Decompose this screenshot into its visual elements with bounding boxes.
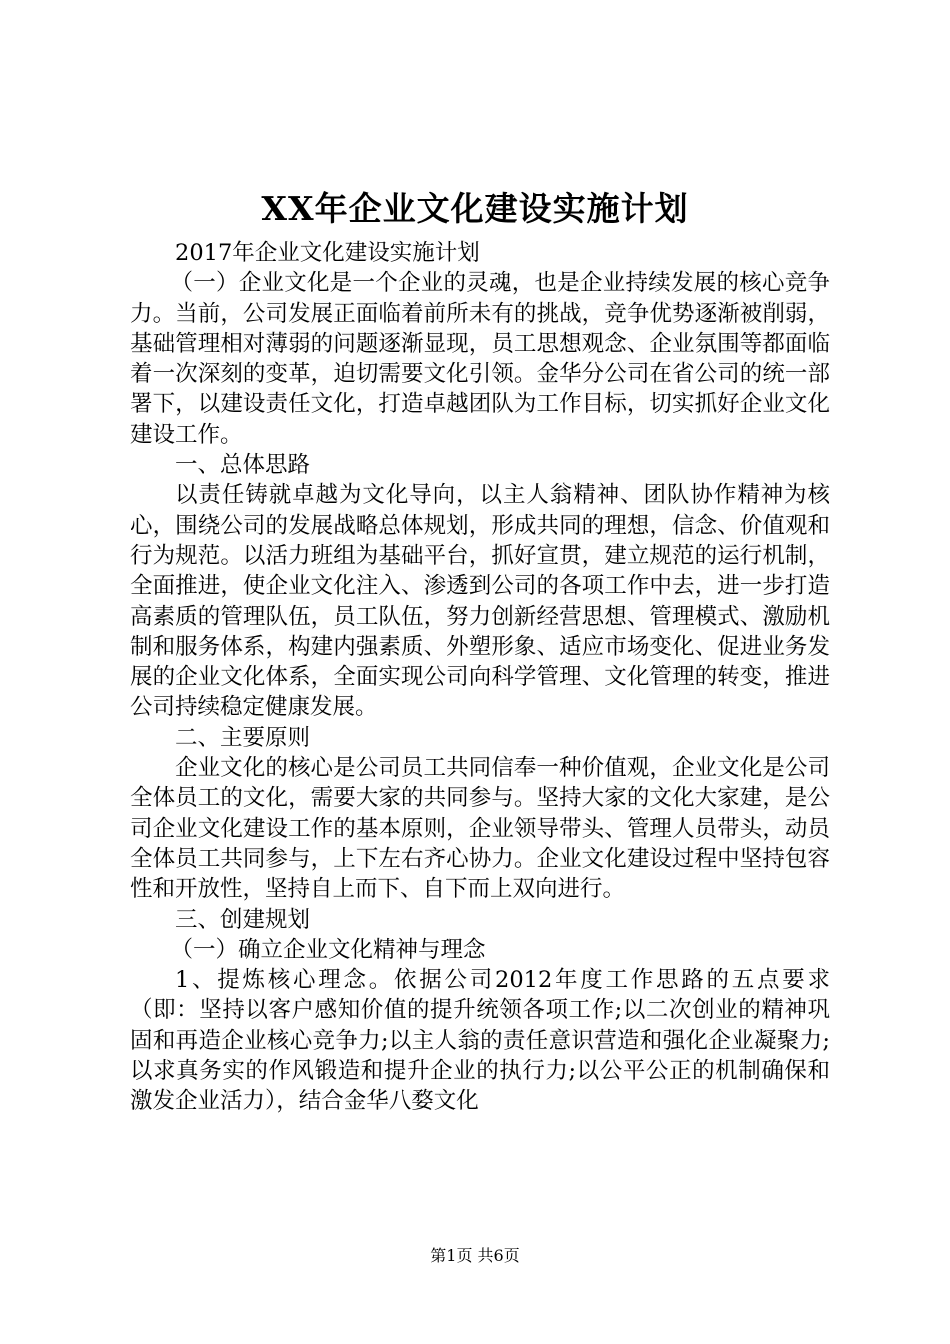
overall-approach-paragraph: 以责任铸就卓越为文化导向，以主人翁精神、团队协作精神为核心，围绕公司的发展战略总体规划，形成共同的理想，信念、价值观和行为规范。以活力班组为基础平台，抓好宣贯，建立规范的运行机制，全面推进，使企业文化注入、渗透到公司的各项工作中去，进一步打造高素质的管理队伍，员工队伍，努力创新经营思想、管理模式、激励机制和服务体系，构建内强素质、外塑形象、适应市场变化、促进业务发展的企业文化体系，全面实现公司向科学管理、文化管理的转变，推进公司持续稳定健康发展。 [130,482,830,721]
page-number-footer: 第1页 共6页 [430,1246,520,1265]
section-heading-overall-approach: 一、总体思路 [175,452,311,479]
subsection-heading-culture-spirit: （一）确立企业文化精神与理念 [170,936,486,963]
document-body [130,238,830,1117]
section-heading-creation-plan: 三、创建规划 [175,906,311,933]
intro-paragraph: （一）企业文化是一个企业的灵魂，也是企业持续发展的核心竞争力。当前，公司发展正面临着前所未有的挑战，竞争优势逐渐被削弱，基础管理相对薄弱的问题逐渐显现，员工思想观念、企业氛围等都面临着一次深刻的变革，迫切需要文化引领。金华分公司在省公司的统一部署下，以建设责任文化，打造卓越团队为工作目标，切实抓好企业文化建设工作。 [130,270,830,448]
document-title: XX年企业文化建设实施计划 [261,189,689,228]
section-heading-main-principles: 二、主要原则 [175,724,311,751]
main-principles-paragraph: 企业文化的核心是公司员工共同信奉一种价值观，企业文化是公司全体员工的文化，需要大家的共同参与。坚持大家的文化大家建，是公司企业文化建设工作的基本原则，企业领导带头、管理人员带头，动员全体员工共同参与，上下左右齐心协力。企业文化建设过程中坚持包容性和开放性，坚持自上而下、自下而上双向进行。 [130,755,830,903]
subtitle-paragraph: 2017年企业文化建设实施计划 [175,240,480,266]
core-concept-paragraph: 1、提炼核心理念。依据公司2012年度工作思路的五点要求（即：坚持以客户感知价值的提升统领各项工作;以二次创业的精神巩固和再造企业核心竞争力;以主人翁的责任意识营造和强化企业凝聚力;以求真务实的作风锻造和提升企业的执行力;以公平公正的机制确保和激发企业活力），结合金华八婺文化 [130,967,830,1115]
